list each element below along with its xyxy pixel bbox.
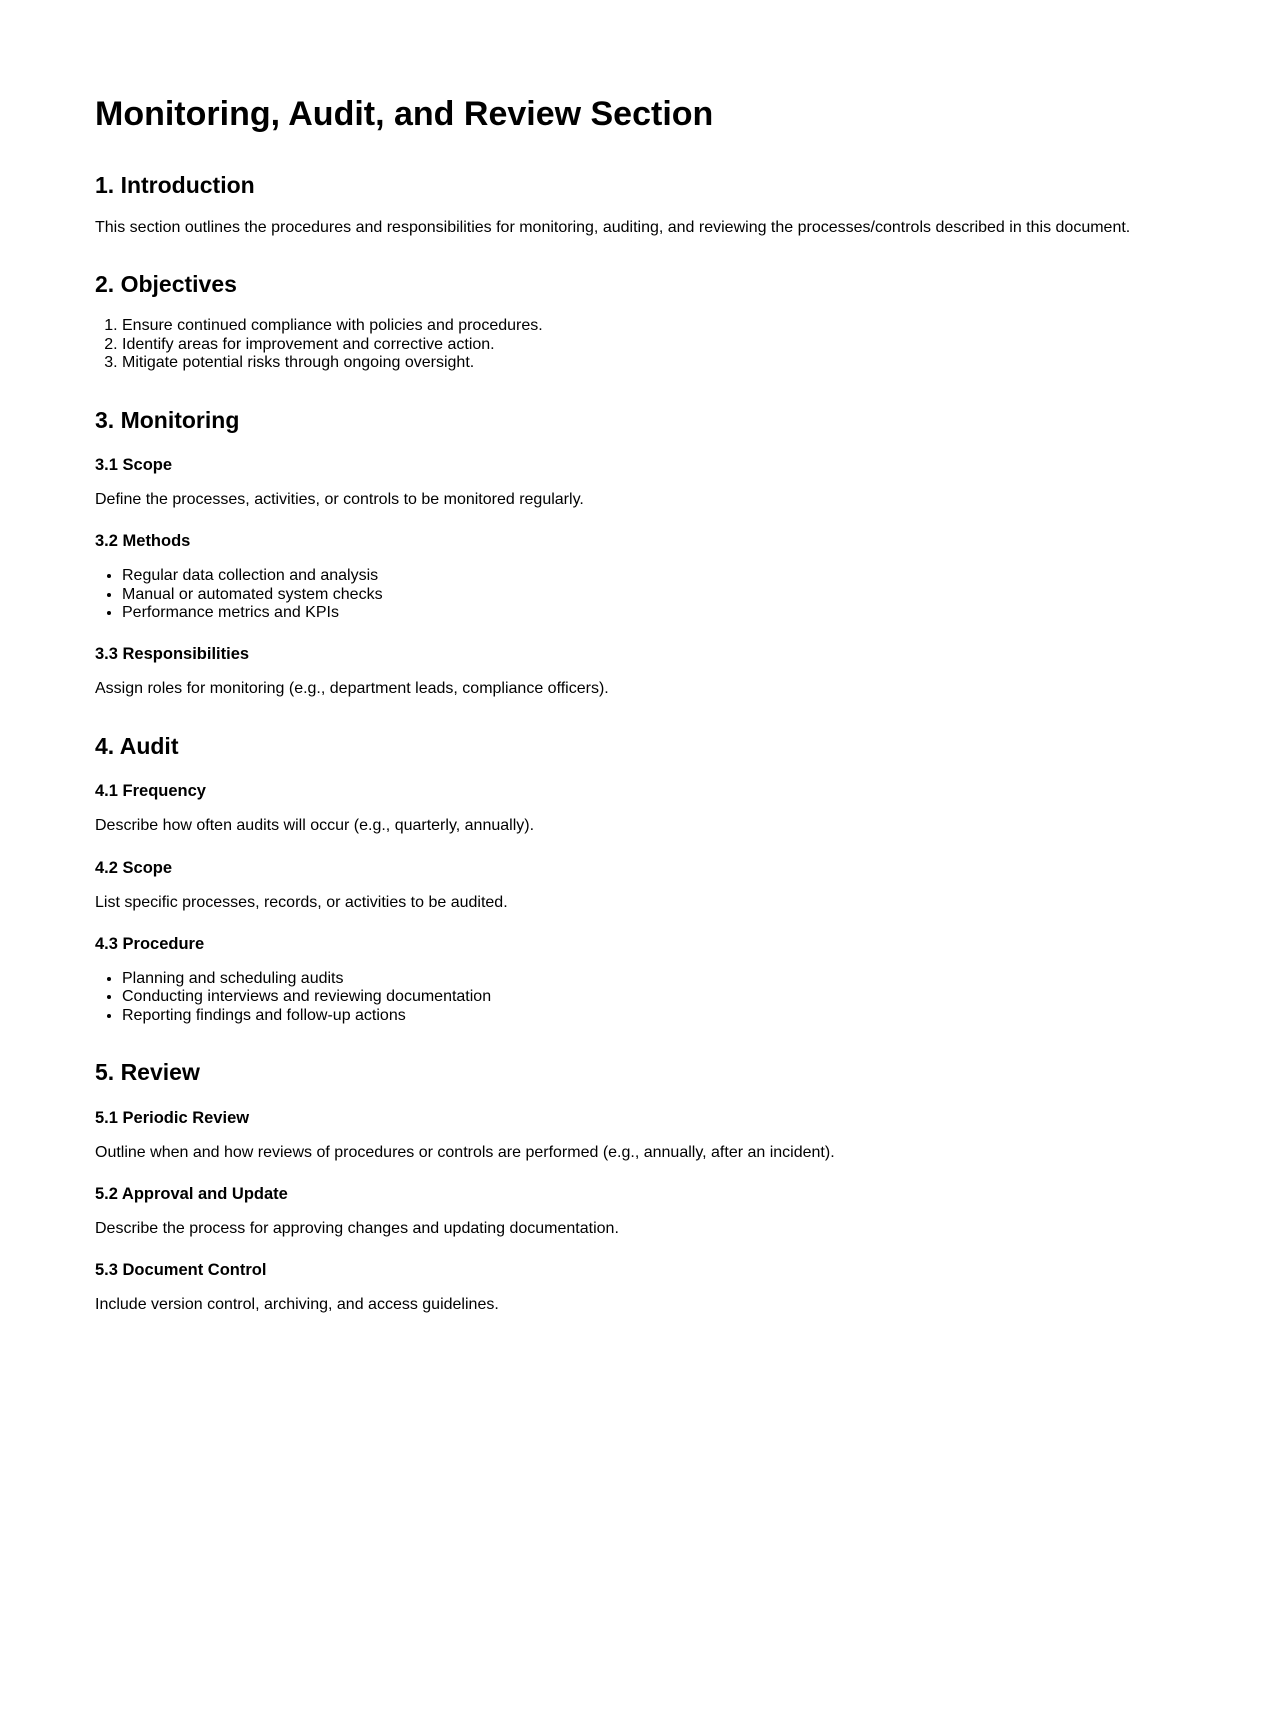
audit-procedure-list [95, 970, 1168, 1025]
monitoring-scope-paragraph: Define the processes, activities, or controls to be monitored regularly. [95, 490, 584, 508]
list-item: 2. Identify areas for improvement and corrective action. [122, 336, 1168, 354]
review-document-control-paragraph: Include version control, archiving, and access guidelines. [95, 1296, 499, 1314]
review-approval-paragraph: Describe the process for approving changes and updating documentation. [95, 1219, 619, 1237]
heading-monitoring-scope: 3.1 Scope [95, 455, 173, 474]
heading-audit-scope: 4.2 Scope [95, 858, 173, 877]
heading-objectives: 2. Objectives [95, 270, 237, 297]
objectives-list [95, 317, 1168, 372]
list-item: 1. Ensure continued compliance with policies and procedures. [122, 317, 1168, 335]
section-audit [95, 733, 1168, 1025]
list-item: • Planning and scheduling audits [122, 970, 1168, 988]
heading-audit-procedure: 4.3 Procedure [95, 934, 205, 953]
heading-review-approval: 5.2 Approval and Update [95, 1184, 288, 1203]
list-item: • Performance metrics and KPIs [122, 604, 1168, 622]
heading-audit-frequency: 4.1 Frequency [95, 782, 206, 801]
monitoring-responsibilities-paragraph: Assign roles for monitoring (e.g., department leads, compliance officers). [95, 680, 609, 698]
list-item: • Reporting findings and follow-up actions [122, 1007, 1168, 1025]
heading-audit: 4. Audit [95, 732, 179, 759]
document-title: Monitoring, Audit, and Review Section [95, 95, 714, 133]
section-review [95, 1059, 1168, 1315]
heading-introduction: 1. Introduction [95, 172, 255, 199]
list-item: • Regular data collection and analysis [122, 567, 1168, 585]
heading-review: 5. Review [95, 1059, 200, 1086]
audit-scope-paragraph: List specific processes, records, or activities to be audited. [95, 893, 508, 911]
introduction-paragraph: This section outlines the procedures and responsibilities for monitoring, auditing, and reviewing the processes/controls described in this document. [95, 218, 1131, 236]
audit-frequency-paragraph: Describe how often audits will occur (e.g., quarterly, annually). [95, 817, 535, 835]
heading-review-periodic: 5.1 Periodic Review [95, 1108, 250, 1127]
section-monitoring [95, 407, 1168, 699]
list-item: • Conducting interviews and reviewing documentation [122, 988, 1168, 1006]
section-introduction [95, 172, 1168, 237]
section-objectives [95, 271, 1168, 373]
list-item: • Manual or automated system checks [122, 586, 1168, 604]
monitoring-methods-list [95, 567, 1168, 622]
heading-review-document-control: 5.3 Document Control [95, 1261, 267, 1280]
review-periodic-paragraph: Outline when and how reviews of procedures or controls are performed (e.g., annually, after an incident). [95, 1143, 835, 1161]
list-item: 3. Mitigate potential risks through ongoing oversight. [122, 354, 1168, 372]
heading-monitoring: 3. Monitoring [95, 406, 240, 433]
heading-monitoring-methods: 3.2 Methods [95, 532, 191, 551]
heading-monitoring-responsibilities: 3.3 Responsibilities [95, 645, 250, 664]
